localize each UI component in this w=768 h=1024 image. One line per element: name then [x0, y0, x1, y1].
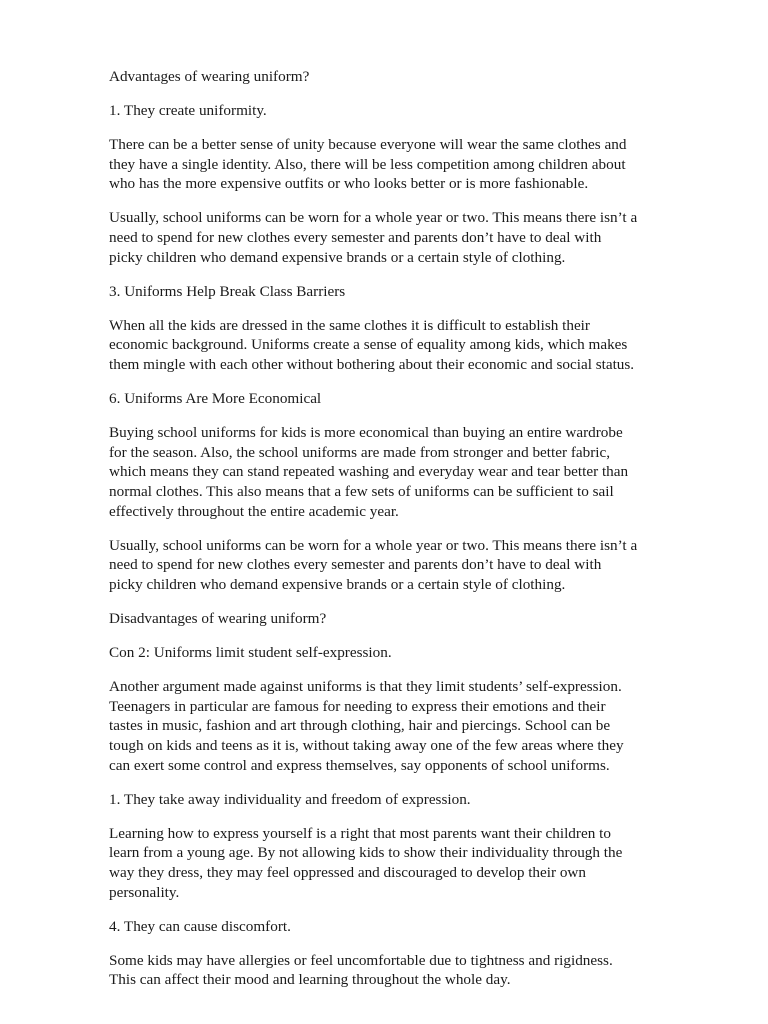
paragraph-economical	[109, 423, 698, 521]
text-line: personality.	[109, 883, 180, 901]
text-line: who has the more expensive outfits or who looks better or is more fashionable.	[109, 175, 589, 193]
text-line: This can affect their mood and learning throughout the whole day.	[109, 971, 511, 989]
text-line: Learning how to express yourself is a right that most parents want their children to	[109, 824, 611, 842]
text-line: learn from a young age. By not allowing kids to show their individuality through the	[109, 844, 623, 862]
text-line: them mingle with each other without bothering about their economic and social status.	[109, 356, 635, 374]
paragraph-unity	[109, 135, 698, 194]
paragraph-individuality	[109, 824, 698, 902]
text-line: need to spend for new clothes every semester and parents don’t have to deal with	[109, 229, 602, 247]
text-line: Some kids may have allergies or feel uncomfortable due to tightness and rigidness.	[109, 951, 613, 969]
text-line: Teenagers in particular are famous for needing to express their emotions and their	[109, 697, 606, 715]
text-line: 6. Uniforms Are More Economical	[109, 390, 322, 408]
heading-economical	[109, 389, 698, 409]
heading-individuality	[109, 790, 698, 810]
text-line: Con 2: Uniforms limit student self-expression.	[109, 644, 392, 662]
text-line: which means they can stand repeated washing and everyday wear and tear better than	[109, 463, 629, 481]
text-line: tastes in music, fashion and art through clothing, hair and piercings. School can be	[109, 717, 611, 735]
text-line: picky children who demand expensive brands or a certain style of clothing.	[109, 248, 566, 266]
heading-disadvantages	[109, 609, 698, 629]
text-line: 1. They create uniformity.	[109, 102, 267, 120]
text-line: picky children who demand expensive brands or a certain style of clothing.	[109, 575, 566, 593]
text-line: Advantages of wearing uniform?	[109, 68, 310, 85]
text-line: Another argument made against uniforms is that they limit students’ self-expression.	[109, 678, 622, 696]
text-line: 1. They take away individuality and freedom of expression.	[109, 790, 471, 808]
text-line: effectively throughout the entire academic year.	[109, 502, 399, 520]
text-line: they have a single identity. Also, there will be less competition among children about	[109, 155, 626, 173]
heading-advantages	[109, 67, 698, 87]
text-line: When all the kids are dressed in the same clothes it is difficult to establish their	[109, 316, 590, 334]
heading-discomfort	[109, 917, 698, 937]
text-line: 3. Uniforms Help Break Class Barriers	[109, 282, 346, 300]
text-line: Disadvantages of wearing uniform?	[109, 609, 327, 627]
text-line: way they dress, they may feel oppressed and discouraged to develop their own	[109, 863, 586, 881]
text-line: normal clothes. This also means that a few sets of uniforms can be sufficient to sail	[109, 483, 614, 500]
text-line: Usually, school uniforms can be worn for a whole year or two. This means there isn’t a	[109, 209, 638, 227]
paragraph-equality	[109, 316, 698, 375]
text-line: need to spend for new clothes every semester and parents don’t have to deal with	[109, 556, 602, 574]
paragraph-self-expression	[109, 677, 698, 775]
heading-uniformity	[109, 101, 698, 121]
text-line: Buying school uniforms for kids is more economical than buying an entire wardrobe	[109, 424, 623, 442]
heading-class-barriers	[109, 282, 698, 302]
paragraph-discomfort	[109, 951, 698, 990]
heading-self-expression	[109, 643, 698, 663]
text-line: economic background. Uniforms create a sense of equality among kids, which makes	[109, 336, 628, 354]
paragraph-worn-year	[109, 208, 698, 267]
text-line: Usually, school uniforms can be worn for a whole year or two. This means there isn’t a	[109, 536, 638, 554]
paragraph-worn-year-repeat	[109, 536, 698, 595]
text-line: 4. They can cause discomfort.	[109, 917, 291, 935]
text-line: can exert some control and express themselves, say opponents of school uniforms.	[109, 756, 610, 774]
text-line: for the season. Also, the school uniforms are made from stronger and better fabric,	[109, 443, 611, 461]
text-line: There can be a better sense of unity because everyone will wear the same clothes and	[109, 136, 627, 154]
text-line: tough on kids and teens as it is, without taking away one of the few areas where they	[109, 736, 624, 754]
